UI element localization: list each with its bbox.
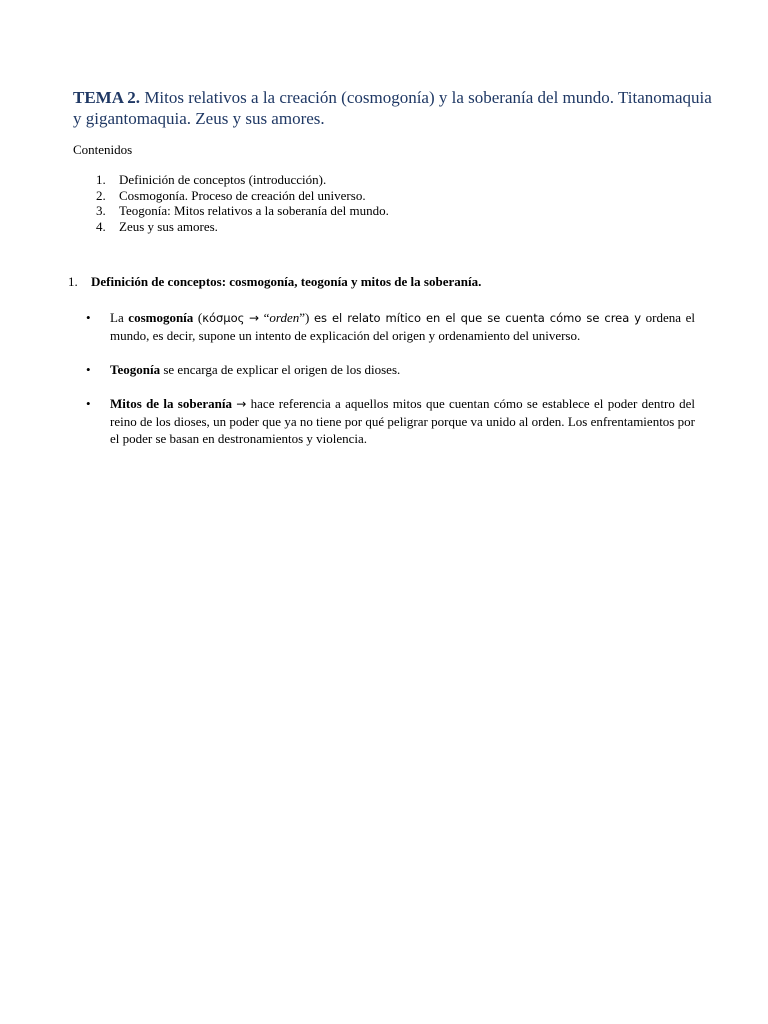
section-heading-text: Definición de conceptos: cosmogonía, teogonía y mitos de la soberanía.: [91, 274, 482, 289]
text-run: hace referencia a aquellos mitos que cuentan cómo se establece el poder dentro del reino de los dioses, un poder que ya no tiene por qué peligrar porque va unido al orden. Los enfrentamientos por el poder se basan en destronamientos y violencia.: [110, 396, 696, 446]
contents-item-text: Teogonía: Mitos relativos a la soberanía del mundo.: [119, 203, 389, 218]
bullet-mitos-soberania: [86, 395, 695, 447]
italic-orden: orden: [269, 310, 300, 325]
contents-item-text: Zeus y sus amores.: [119, 218, 218, 234]
page-title: [73, 87, 713, 129]
contents-item-number: 3.: [96, 203, 106, 218]
contents-item-number: 2.: [96, 187, 106, 203]
term-teogonia: Teogonía: [110, 362, 161, 377]
bullet-teogonia: [86, 361, 695, 378]
title-rest: Mitos relativos a la creación (cosmogonía) y la soberanía del mundo. Titanomaquia y gigantomaquia. Zeus y sus amores.: [73, 88, 712, 128]
text-run: ordena el mundo, es decir, supone un intento de explicación del origen y ordenamiento del universo.: [110, 310, 695, 343]
contents-item: [96, 203, 389, 219]
contents-item-number: 1.: [96, 172, 106, 187]
contents-list: [96, 172, 389, 234]
contents-item: [96, 188, 389, 204]
text-run: “: [259, 310, 270, 325]
bullet-cosmogonia: [86, 309, 695, 344]
section-number: 1.: [68, 274, 78, 289]
bullet-icon: •: [86, 310, 91, 325]
bullet-icon: •: [86, 362, 91, 377]
contents-item: [96, 219, 389, 235]
bullet-text: [110, 361, 695, 378]
bullet-text: [110, 395, 695, 447]
text-run-sans: es el relato mítico en el que se cuenta cómo se crea y: [313, 311, 642, 325]
greek-word: κόσμος: [202, 311, 245, 325]
arrow-right-icon: →: [236, 397, 247, 411]
contents-item-text: Cosmogonía. Proceso de creación del universo.: [119, 187, 366, 203]
contents-item: [96, 172, 389, 188]
text-run: La: [110, 310, 129, 325]
arrow-right-icon: →: [249, 311, 260, 325]
contents-heading: Contenidos: [73, 142, 133, 157]
contents-item-text: Definición de conceptos (introducción).: [119, 172, 327, 187]
section-heading: [68, 274, 481, 290]
title-lead: TEMA 2.: [73, 88, 141, 107]
text-run: (: [193, 310, 203, 325]
bullet-icon: •: [86, 396, 91, 411]
term-mitos-soberania: Mitos de la soberanía: [110, 396, 232, 411]
contents-item-number: 4.: [96, 218, 106, 234]
text-run: ”): [299, 310, 314, 325]
definitions-list: [86, 309, 695, 464]
text-run: se encarga de explicar el origen de los dioses.: [160, 362, 401, 377]
term-cosmogonia: cosmogonía: [128, 310, 194, 325]
bullet-text: [110, 309, 695, 344]
